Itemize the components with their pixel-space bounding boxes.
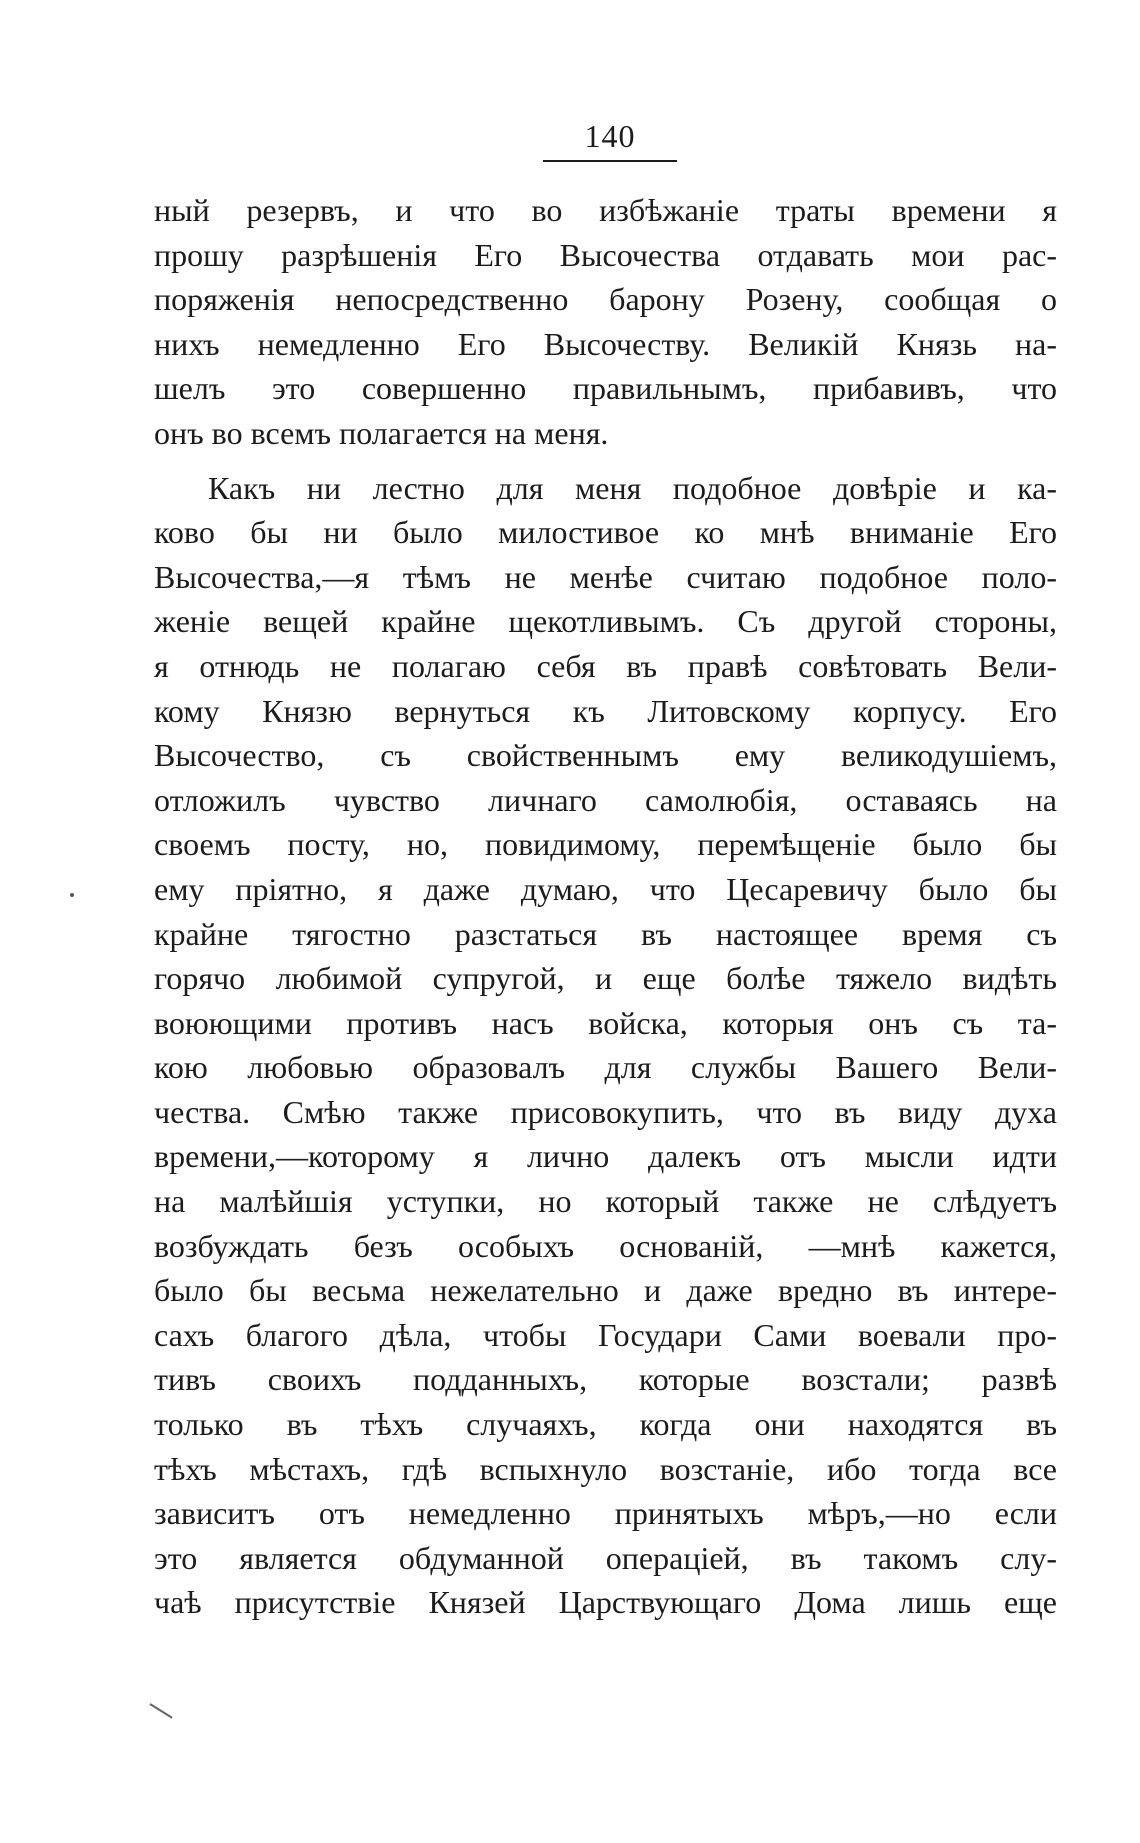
paragraph-spacer	[154, 456, 1057, 466]
text-line: крайне тягостно разстаться въ настоящее время съ	[154, 915, 1057, 952]
paragraph-1	[154, 188, 1057, 456]
text-line: горячо любимой супругой, и еще болѣе тяжело видѣть	[154, 960, 1057, 997]
text-line: прошу разрѣшенія Его Высочества отдавать мои рас-	[154, 236, 1057, 273]
text-line: нихъ немедленно Его Высочеству. Великій Князь на-	[154, 325, 1057, 362]
text-line: своемъ посту, но, повидимому, перемѣщеніе было бы	[154, 826, 1057, 863]
text-line: тѣхъ мѣстахъ, гдѣ вспыхнуло возстаніе, ибо тогда все	[154, 1450, 1057, 1487]
text-line: Высочества,—я тѣмъ не менѣе считаю подобное поло-	[154, 558, 1057, 595]
text-line: зависитъ отъ немедленно принятыхъ мѣръ,—но если	[154, 1495, 1057, 1532]
text-line: кою любовью образовалъ для службы Вашего Вели-	[154, 1049, 1057, 1086]
text-line: ный резервъ, и что во избѣжаніе траты времени я	[154, 192, 1057, 228]
scan-speck	[70, 893, 74, 897]
text-line: только въ тѣхъ случаяхъ, когда они находятся въ	[154, 1406, 1057, 1443]
paragraph-2	[154, 466, 1057, 1625]
text-line: Высочество, съ свойственнымъ ему великодушіемъ,	[154, 737, 1057, 774]
text-line: времени,—которому я лично далекъ отъ мысли идти	[154, 1138, 1057, 1175]
text-line: тивъ своихъ подданныхъ, которые возстали; развѣ	[154, 1361, 1057, 1398]
text-line: поряженія непосредственно барону Розену, сообщая о	[154, 281, 1057, 318]
text-line: возбуждать безъ особыхъ основаній, —мнѣ кажется,	[154, 1227, 1057, 1264]
text-line: это является обдуманной операціей, въ такомъ слу-	[154, 1539, 1057, 1576]
text-line: было бы весьма нежелательно и даже вредно въ интере-	[154, 1272, 1057, 1309]
scan-mark	[149, 1703, 172, 1718]
text-line: Какъ ни лестно для меня подобное довѣріе и ка-	[208, 469, 1057, 506]
body-text	[154, 188, 1057, 1625]
text-line: женіе вещей крайне щекотливымъ. Съ другой стороны,	[154, 603, 1057, 640]
text-line: ему пріятно, я даже думаю, что Цесаревичу было бы	[154, 870, 1057, 907]
text-line: сахъ благого дѣла, чтобы Государи Сами воевали про-	[154, 1316, 1057, 1353]
text-line: на малѣйшія уступки, но который также не слѣдуетъ	[154, 1183, 1057, 1220]
text-line: шелъ это совершенно правильнымъ, прибавивъ, что	[154, 370, 1057, 407]
text-line: чаѣ присутствіе Князей Царствующаго Дома лишь еще	[154, 1584, 1057, 1621]
text-line: воюющими противъ насъ войска, которыя онъ съ та-	[154, 1004, 1057, 1041]
text-line: ково бы ни было милостивое ко мнѣ вниманіе Его	[154, 514, 1057, 551]
text-line: онъ во всемъ полагается на меня.	[154, 414, 609, 451]
page-number: 140	[584, 118, 636, 154]
text-line: кому Князю вернуться къ Литовскому корпусу. Его	[154, 692, 1057, 729]
text-line: чества. Смѣю также присовокупить, что въ виду духа	[154, 1093, 1057, 1130]
text-line: отложилъ чувство личнаго самолюбія, оставаясь на	[154, 781, 1057, 818]
page-number-underline	[543, 160, 677, 162]
text-line: я отнюдь не полагаю себя въ правѣ совѣтовать Вели-	[154, 647, 1057, 684]
